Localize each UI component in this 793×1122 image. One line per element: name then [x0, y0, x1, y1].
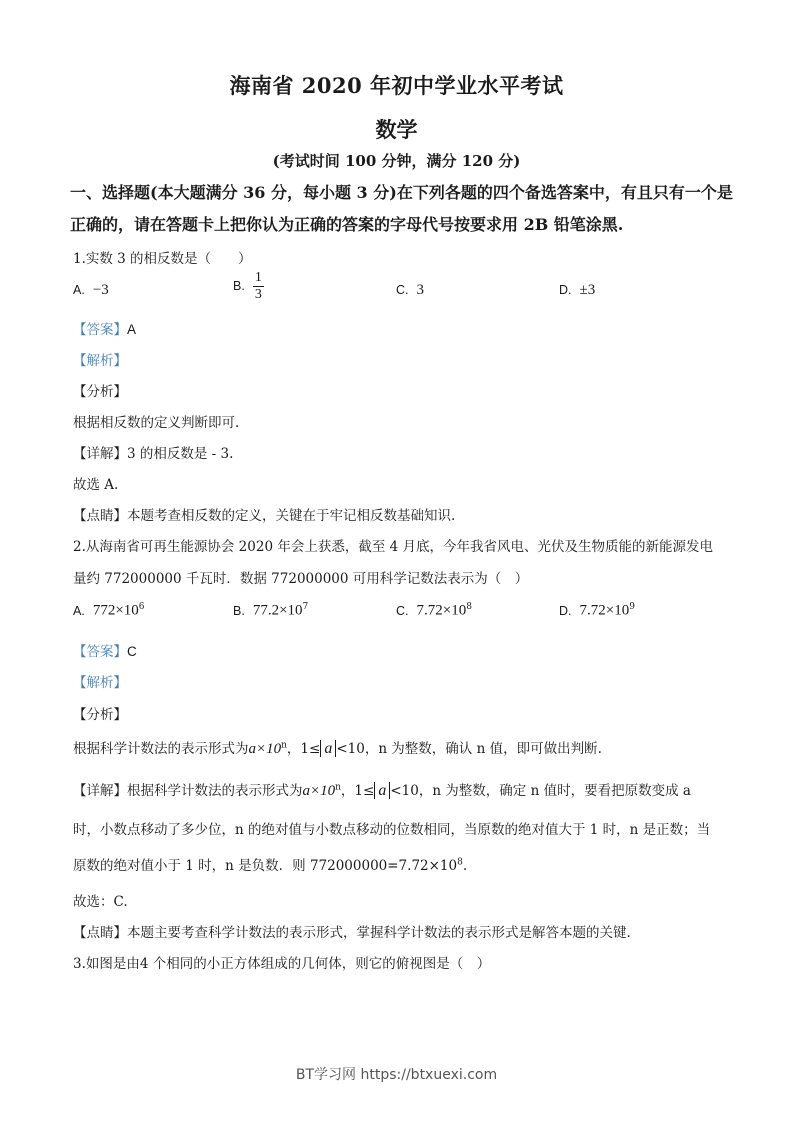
q2-option-a: A. $772\times 10^6$ [73, 602, 145, 619]
option-label: B. [233, 279, 245, 293]
q1-fenxi-text: 根据相反数的定义判断即可. [73, 415, 240, 431]
q2-detail-line2: 时，小数点移动了多少位，n 的绝对值与小数点移动的位数相同，当原数的绝对值大于 1 时，n 是正数；当 [73, 822, 711, 838]
q2-fenxi-text: 根据科学计数法的表示形式为$a\times 10^n$，1≤ a <10，n 为整数，确认 n 值，即可做出判断. [73, 740, 602, 757]
q1-option-d: D. ±3 [559, 282, 596, 298]
option-label: A. [73, 283, 85, 297]
exam-info: (考试时间 100 分钟，满分 120 分) [272, 152, 521, 170]
q1-detail: 【详解】3 的相反数是 - 3. [73, 446, 234, 462]
q1-fenxi-tag: 【分析】 [73, 384, 127, 400]
q1-choose: 故选 A. [73, 477, 119, 493]
q2-choose: 故选：C. [73, 894, 128, 910]
q2-option-b: B. $77.2\times 10^7$ [233, 602, 309, 619]
q2-stem-line1: 2.从海南省可再生能源协会 2020 年会上获悉，截至 4 月底，今年我省风电、光伏及生物质能的新能源发电 [73, 539, 713, 555]
q1-option-c: C. 3 [396, 282, 424, 298]
q2-answer: 【答案】C [73, 644, 137, 660]
subject-title: 数学 [375, 117, 418, 142]
q1-option-b [233, 270, 264, 303]
q2-detail-line1: 【详解】根据科学计数法的表示形式为$a\times 10^n$，1≤ a <10，n 为整数，确定 n 值时，要看把原数变成 a [73, 782, 691, 799]
q2-analysis-tag: 【解析】 [73, 675, 127, 691]
q1-comment: 【点睛】本题考查相反数的定义，关键在于牢记相反数基础知识. [73, 508, 456, 524]
q3-stem: 3.如图是由4 个相同的小正方体组成的几何体，则它的俯视图是（ ） [73, 956, 491, 972]
option-label: D. [559, 283, 572, 297]
q1-stem: 1.实数 3 的相反数是（ ） [73, 251, 252, 267]
q1-option-a: A. −3 [73, 282, 109, 298]
watermark-footer: BT学习网 https://btxuexi.com [295, 1067, 498, 1083]
q1-analysis-tag: 【解析】 [73, 353, 127, 369]
section-heading-line1: 一、选择题(本大题满分 36 分，每小题 3 分)在下列各题的四个备选答案中，有且只有一个是 [70, 183, 733, 202]
q1-answer: 【答案】A [73, 322, 137, 338]
q2-option-c: C. $7.72\times 10^8$ [396, 602, 472, 619]
q2-comment: 【点睛】本题主要考查科学计数法的表示形式，掌握科学计数法的表示形式是解答本题的关键. [73, 925, 631, 941]
q2-option-d: D. $7.72\times 10^9$ [559, 602, 635, 619]
option-label: C. [396, 283, 409, 297]
q2-fenxi-tag: 【分析】 [73, 707, 127, 723]
q2-stem-line2: 量约 772000000 千瓦时．数据 772000000 可用科学记数法表示为（ ） [73, 571, 529, 587]
section-heading-line2: 正确的，请在答题卡上把你认为正确的答案的字母代号按要求用 2B 铅笔涂黑. [70, 215, 624, 234]
fraction: $\frac{1}{3}$ [254, 270, 262, 302]
exam-title: 海南省 2020 年初中学业水平考试 [229, 73, 564, 98]
q2-detail-line3: 原数的绝对值小于 1 时，n 是负数．则 $772000000=7.72\times 10^8$. [73, 857, 468, 874]
